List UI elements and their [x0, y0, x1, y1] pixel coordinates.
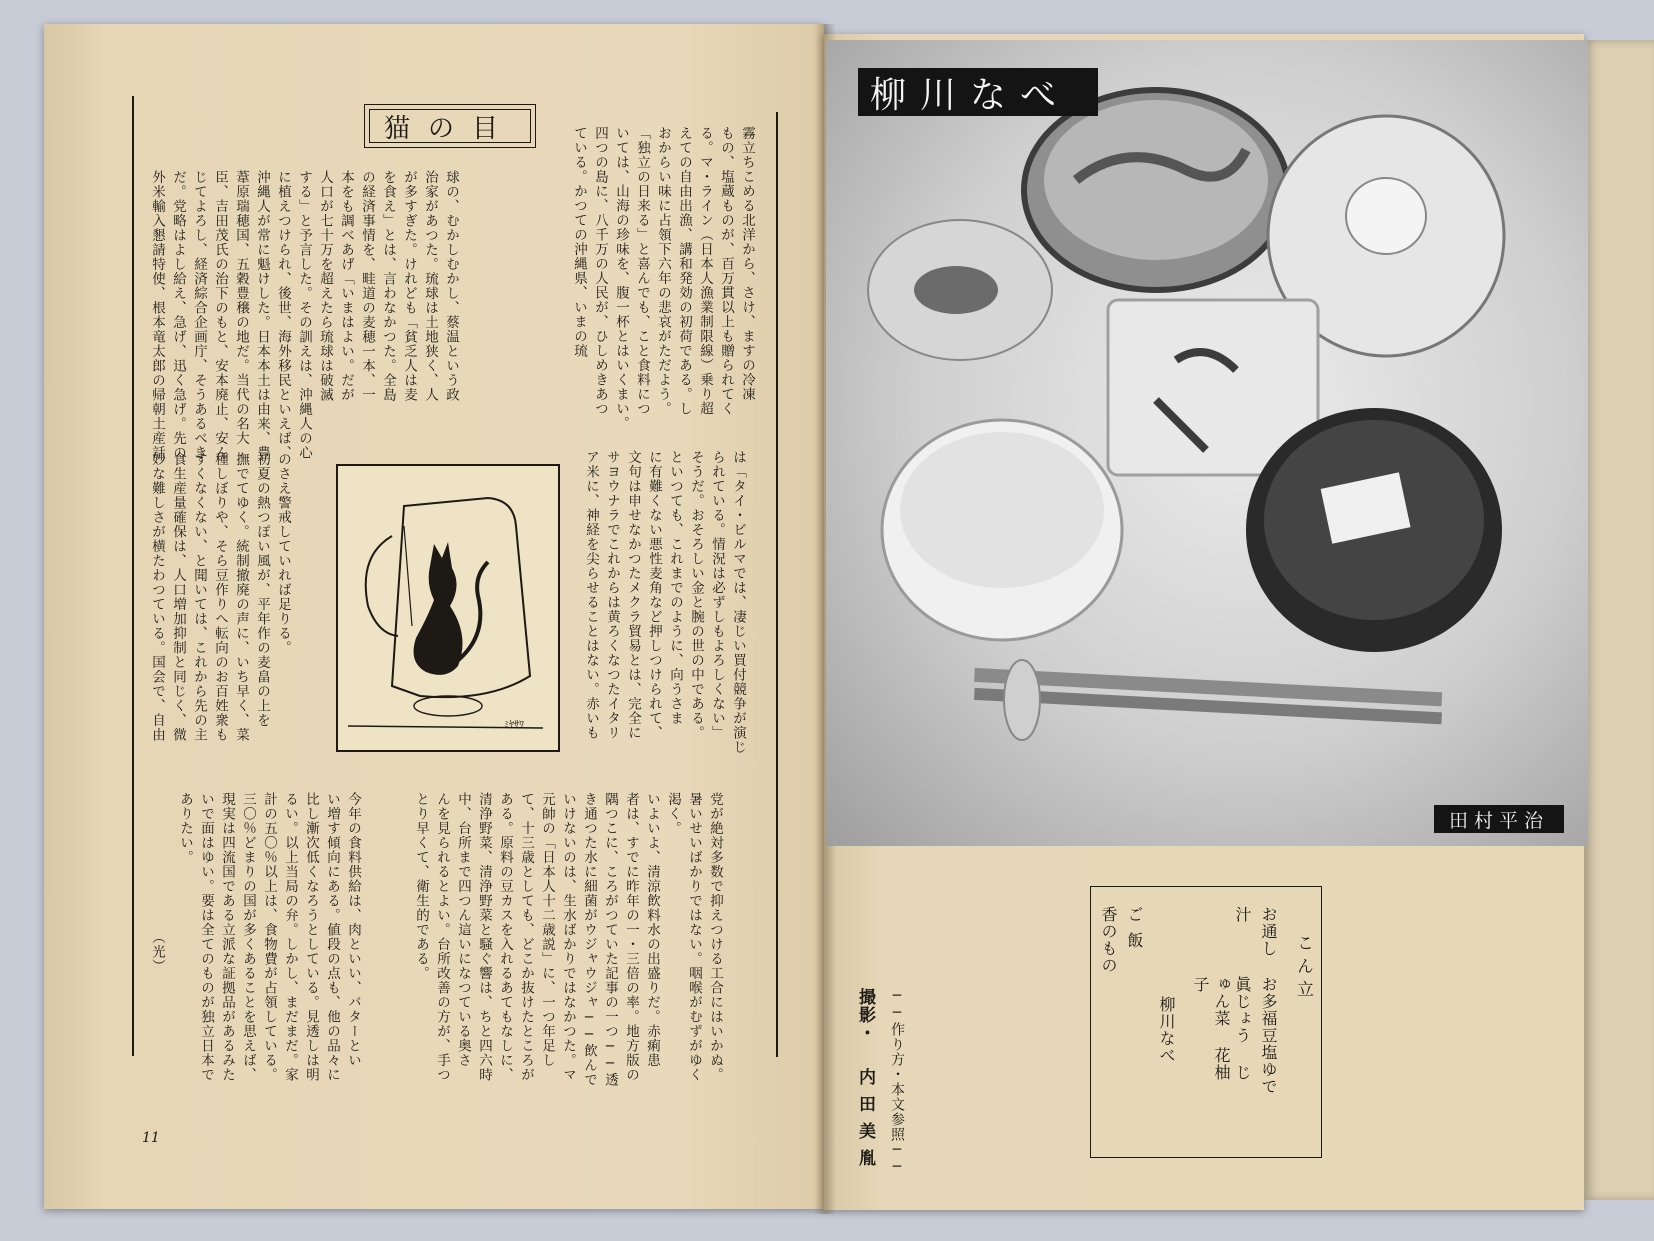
text-line: いけないのは、生水ばかりではなかつた。マ — [560, 792, 576, 1082]
text-line: 本をも調べあげ「いまはよい。だが — [338, 170, 354, 402]
author-signature: （光） — [149, 930, 165, 974]
text-line: られている。情況は必ずしもよろしくない」 — [709, 450, 725, 740]
text-line: 食生産量確保は、人口増加抑制と同じく、微 — [170, 452, 186, 742]
cat-jug-drawing — [338, 466, 558, 750]
text-line: ている。かつての沖縄県、いまの琉 — [571, 126, 587, 358]
text-line: のさえ警戒していれば足りる。 — [275, 452, 291, 655]
text-block-top-right — [568, 126, 757, 431]
text-line: を食え」とは、言わなかつた。全島 — [380, 170, 396, 402]
food-photograph — [826, 40, 1588, 846]
text-line: 元帥の「日本人十二歳説」に、一つ年足し — [539, 792, 555, 1068]
text-line: 霧立ちこめる北洋から、さけ、ますの冷凍 — [739, 126, 755, 402]
chef-name-tag: 田村平治 — [1434, 805, 1564, 833]
text-line: 清浄野菜、清浄野菜と騒ぐ響は、ちと四六時 — [476, 792, 492, 1082]
menu-item: 眞じょう じゅん菜 花柚子 — [1191, 976, 1252, 1081]
text-line: いよいよ、清涼飲料水の出盛りだ。赤痢患 — [644, 792, 660, 1068]
text-line: が多すぎた。けれども「貧乏人は麦 — [401, 170, 417, 402]
text-line: いては、山海の珍味を、腹一杯とはいくまい。 — [613, 126, 629, 431]
text-line: だ。党略はよし給え、急げ、迅く急げ。先の — [170, 170, 186, 460]
dish-illustration — [826, 40, 1588, 846]
column-rule-right — [776, 112, 778, 1057]
text-line: るい。以上当局の弁。しかし、まだまだ。家 — [282, 792, 298, 1082]
text-line: 治家があつた。琉球は土地狭く、人 — [422, 170, 438, 402]
text-line: んを見られるとよい。台所改善の方が、手つ — [434, 792, 450, 1082]
text-line: する」と予言した。その訓えは、沖縄人の心 — [296, 170, 312, 460]
menu-item: お多福豆塩ゆで — [1259, 976, 1278, 1095]
text-line: い増す傾向にある。値段の点も、他の品々に — [324, 792, 340, 1082]
text-line: 比し漸次低くなろうとしている。見透しは明 — [303, 792, 319, 1082]
text-line: ア米に、神経を尖らせることはない。赤いも — [583, 450, 599, 740]
text-block-bottom-left — [174, 792, 363, 1112]
text-line: いで面はゆい。要は全てのものが独立日本で — [198, 792, 214, 1082]
text-block-middle-left — [146, 452, 293, 752]
text-line: に植えつけられ、後世、海外移民といえば、 — [275, 170, 291, 460]
text-line: じてよろし、経済綜合企画庁、そうあるべき — [191, 170, 207, 460]
text-line: 隅つこに、ころがつていた記事の一つ──透 — [602, 792, 618, 1087]
menu-item: 柳川なべ — [1157, 996, 1176, 1064]
recipe-note: ──作り方・本文参照── — [889, 988, 905, 1176]
text-line: そうだ。おそろしい金と腕の世の中である。 — [688, 450, 704, 740]
text-line: えての自由出漁、講和発効の初荷である。し — [676, 126, 692, 416]
next-page-edge — [1584, 40, 1654, 1200]
text-block-middle-right — [580, 450, 748, 780]
menu-heading: こん立 — [1293, 934, 1313, 1003]
text-line: 党が絶対多数で抑えつける工合にはいかぬ。 — [707, 792, 723, 1082]
text-line: 撫でてゆく。統制撤廃の声に、いち早く、菜 — [233, 452, 249, 742]
menu-course: 汁 — [1233, 906, 1252, 923]
text-line: る。マ・ライン（日本人漁業制限線）乗り超 — [697, 126, 713, 416]
cat-jug-illustration — [336, 464, 560, 752]
text-line: 文句は申せなかつたメクラ貿易とは、完全に — [625, 450, 641, 740]
text-line: 「独立の日来る」と喜んでも、こと食料につ — [634, 126, 650, 416]
text-line: ある。原料の豆カスを入れるあてもなしに、 — [497, 792, 513, 1082]
text-line: 葦原瑞穂国、五穀豊穣の地だ。当代の名大 — [233, 170, 249, 446]
photo-credit-label: 撮影・ — [855, 988, 875, 1042]
text-line: 沖縄人が常に魁けした。日本本土は由来、豊 — [254, 170, 270, 460]
text-line: 現実は四流国である立派な証拠品があるみた — [219, 792, 235, 1082]
column-title-text: 猫の目 — [383, 113, 516, 144]
text-line: とり早くて、衛生的である。 — [413, 792, 429, 981]
menu-course: 香のもの — [1099, 906, 1118, 974]
text-line: 初夏の熱つぽい風が、平年作の麦畠の上を — [254, 452, 270, 728]
text-line: て、十三歳としても、どこか抜けたところが — [518, 792, 534, 1082]
text-line: 今年の食料供給は、肉といい、バターとい — [345, 792, 361, 1068]
title-inner-frame — [369, 109, 531, 143]
text-line: 妙な難しさが横たわつている。国会で、自由 — [149, 452, 165, 742]
text-block-top-left — [146, 170, 461, 460]
photo-credit-name: 内田美胤 — [855, 1068, 875, 1176]
dish-title: 柳川なべ — [858, 68, 1098, 116]
text-line: 臣、吉田茂氏の治下のもと、安本廃止、安ん — [212, 170, 228, 460]
text-line: 暑いせいばかりではない。咽喉がむずがゆく — [686, 792, 702, 1082]
text-line: は「タイ・ビルマでは、凄じい買付競争が演じ — [730, 450, 746, 755]
text-line: 中、台所まで四つん這いになつている奥さ — [455, 792, 471, 1068]
cat-eye-column-title — [364, 104, 536, 148]
text-line: 四つの島に、八千万の人民が、ひしめきあつ — [592, 126, 608, 416]
text-line: といつても、これまでのように、向うさま — [667, 450, 683, 726]
menu-course: お通し — [1259, 906, 1278, 957]
text-line: 者は、すでに昨年の一・三倍の率。地方版の — [623, 792, 639, 1082]
page-number: 11 — [142, 1130, 160, 1146]
menu-course: ご飯 — [1125, 906, 1144, 958]
text-line: ありたい。 — [177, 792, 193, 865]
text-line: おからい味に占領下六年の悲哀がただよう。 — [655, 126, 671, 416]
svg-text:ﾐﾔｻﾜ: ﾐﾔｻﾜ — [504, 720, 524, 731]
text-line: すくなくない、と聞いては、これから先の主 — [191, 452, 207, 742]
text-line: 球の、むかしむかし、蔡温という政 — [443, 170, 459, 402]
text-line: 人口が七十万を超えたら琉球は破滅 — [317, 170, 333, 402]
text-line: に有難くない悪性麦角など押しつけられて、 — [646, 450, 662, 740]
text-line: もの、塩蔵ものが、百万貫以上も贈られてく — [718, 126, 734, 416]
text-line: の経済事情を、畦道の麦穂一本、一 — [359, 170, 375, 402]
column-rule-left — [132, 96, 134, 1056]
text-line: 外米輸入懇請特使、根本竜太郎の帰朝土産話 — [149, 170, 165, 460]
text-line: き通つた水に細菌がウジャウジャ──飲んで — [581, 792, 597, 1087]
text-line: 渇く。 — [665, 792, 681, 836]
text-line: 種しぼりや、そら豆作りへ転向のお百姓衆も — [212, 452, 228, 742]
text-line: 三〇％どまりの国が多くあることを思えば、 — [240, 792, 256, 1082]
text-block-bottom-right — [410, 792, 725, 1112]
text-line: 計の五〇％以上は、食物費が占領している。 — [261, 792, 277, 1082]
text-line: サヨウナラでこれからは黄ろくなつたイタリ — [604, 450, 620, 740]
